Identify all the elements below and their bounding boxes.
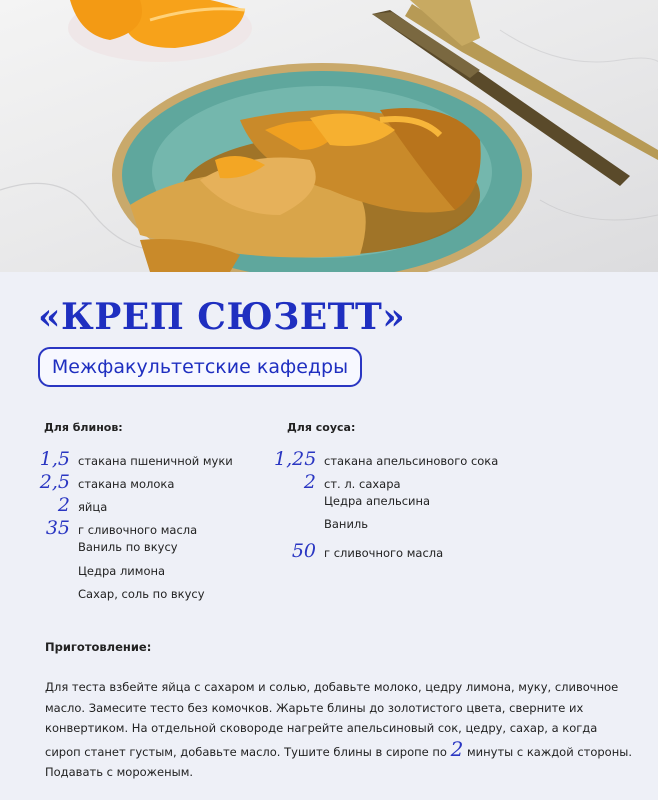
quantity: 35 (45, 517, 70, 539)
preparation-heading: Приготовление: (45, 640, 152, 654)
food-photo (0, 0, 658, 272)
preparation-text (45, 677, 635, 783)
preparation-text-end: минуты с каждой стороны. Подавать с мороженым. (45, 744, 632, 779)
list-item (28, 564, 165, 578)
list-item (274, 471, 401, 493)
list-item (28, 587, 205, 601)
department-badge: Межфакультетские кафедры (38, 347, 362, 387)
list-item (28, 540, 178, 554)
quantity: 2 (57, 494, 70, 516)
list-item (274, 448, 498, 470)
list-item (274, 494, 430, 508)
ingredient-name: Цедра апельсина (324, 494, 431, 508)
preparation-text-start: Для теста взбейте яйца с сахаром и солью, добавьте молоко, цедру лимона, муку, сливочное масло. Замесите тесто без комочков. Жарьте блины до золотистого цвета, сверните их конвертиком. На отдельной сковороде нагрейте апельсиновый сок, цедру, сахар, а когда сироп станет густым, добавьте масло. Тушите блины в сиропе по (45, 680, 619, 759)
orange-bowl (68, 0, 252, 62)
ingredient-name: Цедра лимона (78, 564, 166, 578)
quantity: 1,5 (39, 448, 70, 470)
ingredient-name: стакана молока (78, 477, 175, 491)
ingredient-name: г сливочного масла (324, 546, 444, 560)
crepes-heading: Для блинов: (44, 421, 123, 434)
quantity: 1,25 (274, 448, 317, 470)
list-item (28, 448, 233, 470)
quantity: 2,5 (39, 471, 70, 493)
list-item (274, 540, 443, 562)
ingredient-name: Ваниль по вкусу (78, 540, 178, 554)
list-item (28, 517, 197, 539)
quantity: 50 (291, 540, 316, 562)
ingredient-name: ст. л. сахара (324, 477, 401, 491)
sauce-heading: Для соуса: (287, 421, 356, 434)
ingredient-name: стакана апельсинового сока (324, 454, 499, 468)
ingredient-name: Сахар, соль по вкусу (78, 587, 205, 601)
list-item (28, 494, 107, 516)
list-item (274, 517, 368, 531)
ingredient-name: яйца (78, 500, 108, 514)
list-item (28, 471, 174, 493)
ingredient-name: г сливочного масла (78, 523, 198, 537)
preparation-highlight: 2 (450, 736, 464, 761)
page-title: «КРЕП СЮЗЕТТ» (38, 296, 406, 338)
quantity: 2 (303, 471, 316, 493)
ingredient-name: стакана пшеничной муки (78, 454, 233, 468)
ingredient-name: Ваниль (324, 517, 369, 531)
